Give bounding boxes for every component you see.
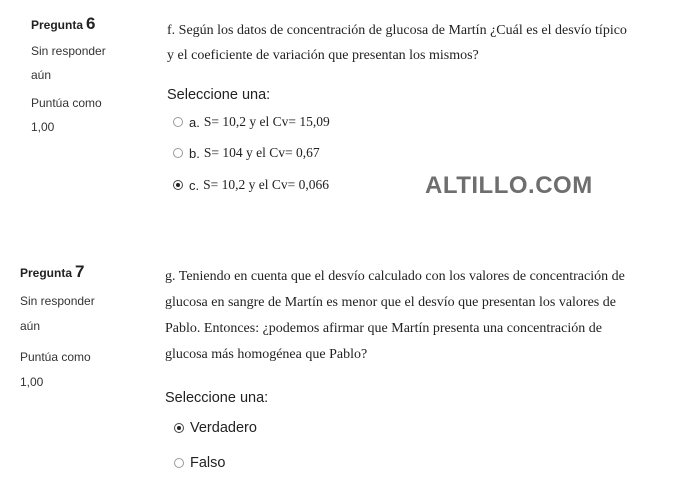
option-letter: c. [189,177,200,193]
question-7-info [20,262,150,392]
option-text: S= 10,2 y el Cv= 0,066 [203,177,329,192]
score-label: Puntúa como [31,96,102,110]
radio-button[interactable] [173,148,183,158]
question-7-text [165,264,625,368]
question-text-line: y el coeficiente de variación que presentan los mismos? [167,48,479,63]
answer-option-a[interactable] [173,114,330,130]
question-number: 6 [86,14,96,33]
status-text-cont: aún [31,68,52,82]
question-text-line: Pablo. Entonces: ¿podemos afirmar que Martín presenta una concentración de [165,321,602,336]
option-text: S= 10,2 y el Cv= 15,09 [203,114,330,129]
score-value: 1,00 [31,120,55,134]
answer-option-false[interactable] [174,455,225,471]
question-label: Pregunta [31,18,84,32]
question-number: 7 [75,262,85,281]
radio-button-selected[interactable] [173,180,183,190]
question-6-number [31,14,151,34]
option-letter: a. [189,114,200,130]
watermark-logo: ALTILLO.COM [425,172,593,199]
score-label: Puntúa como [20,350,91,364]
answer-option-c[interactable] [173,177,329,193]
question-text-line: g. Teniendo en cuenta que el desvío calculado con los valores de concentración de [165,269,625,284]
question-text-line: glucosa más homogénea que Pablo? [165,347,368,362]
radio-button[interactable] [174,458,184,468]
status-text: Sin responder [20,294,95,308]
status-text: Sin responder [31,44,106,58]
answer-option-true[interactable] [174,420,257,436]
question-label: Pregunta [20,266,73,280]
option-text: Verdadero [190,420,257,436]
question-text-line: f. Según los datos de concentración de glucosa de Martín ¿Cuál es el desvío típico [167,23,627,38]
question-6-text [167,18,627,68]
question-text-line: glucosa en sangre de Martín es menor que el desvío que presentan los valores de [165,295,616,310]
answer-option-b[interactable] [173,145,320,161]
question-6-info [31,14,151,144]
score-value: 1,00 [20,375,44,389]
radio-button[interactable] [173,117,183,127]
select-one-prompt: Seleccione una: [167,87,271,103]
select-one-prompt: Seleccione una: [165,390,269,406]
status-text-cont: aún [20,319,41,333]
option-text: S= 104 y el Cv= 0,67 [203,145,320,160]
question-7-number [20,262,150,282]
option-text: Falso [190,455,226,471]
radio-button-selected[interactable] [174,423,184,433]
option-letter: b. [189,145,200,161]
